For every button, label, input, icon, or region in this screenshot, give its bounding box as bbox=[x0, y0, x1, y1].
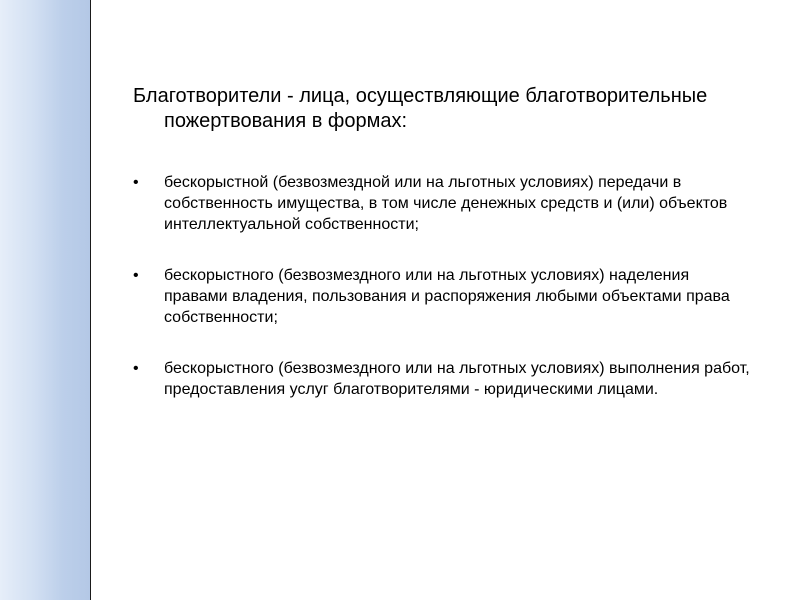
decorative-side-bar bbox=[0, 0, 91, 600]
slide-content bbox=[133, 84, 753, 400]
list-item bbox=[133, 172, 753, 235]
list-item-text: бескорыстной (безвозмездной или на льготных условиях) передачи в собственность имущества, в том числе денежных средств и (или) объектов интеллектуальной собственности; bbox=[164, 174, 728, 233]
list-item-text: бескорыстного (безвозмездного или на льготных условиях) наделения правами владения, пользования и распоряжения любыми объектами права собственности; bbox=[164, 267, 730, 326]
list-item bbox=[133, 358, 753, 400]
bullet-icon: • bbox=[133, 267, 139, 284]
bullet-icon: • bbox=[133, 360, 139, 377]
list-item bbox=[133, 265, 753, 328]
bullet-list bbox=[133, 172, 753, 400]
slide-heading: Благотворители - лица, осуществляющие благотворительные пожертвования в формах: bbox=[133, 85, 708, 132]
list-item-text: бескорыстного (безвозмездного или на льготных условиях) выполнения работ, предоставления услуг благотворителями - юридическими лицами. bbox=[164, 360, 750, 398]
bullet-icon: • bbox=[133, 174, 139, 191]
